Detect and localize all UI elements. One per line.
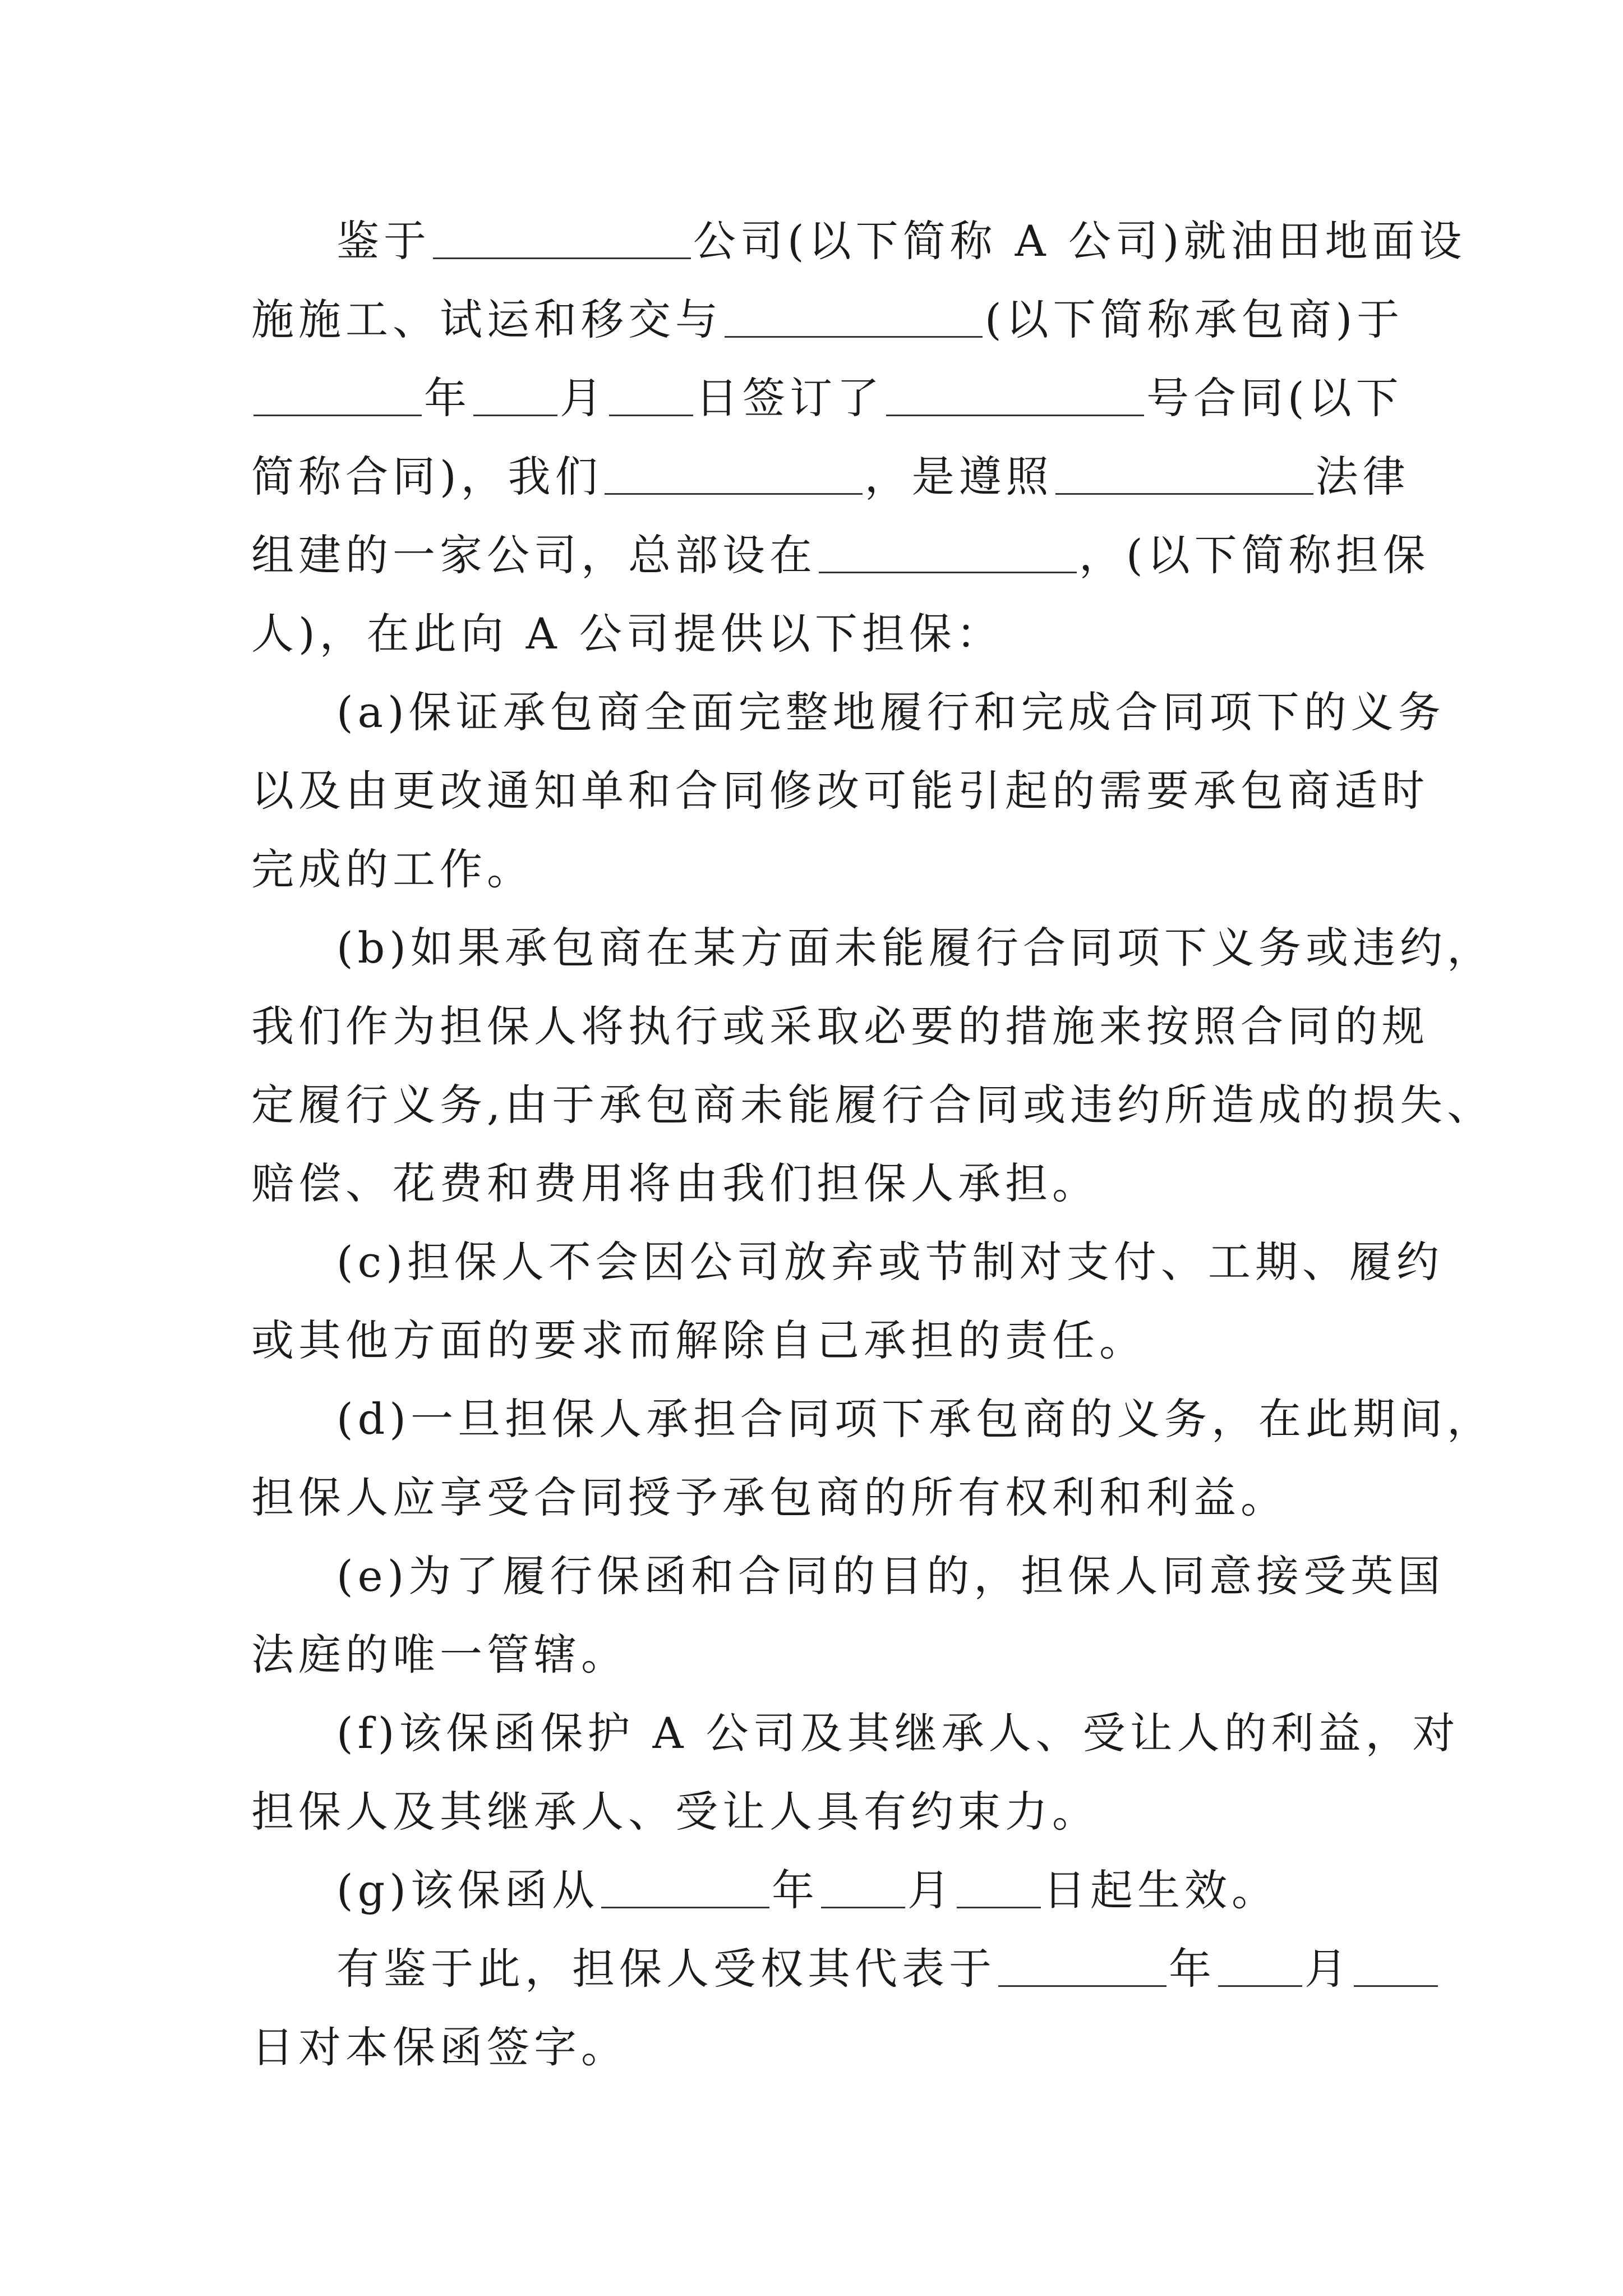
text-segment: 日起生效。 <box>1043 1865 1279 1915</box>
text-segment: 担保人应享受合同授予承包商的所有权利和利益。 <box>251 1473 1288 1522</box>
text-segment: 月 <box>560 373 607 423</box>
clause-c-line-2 <box>251 1301 1378 1380</box>
text-segment: (以下简称承包商)于 <box>985 295 1404 344</box>
text-segment: 年 <box>1169 1944 1216 1994</box>
clause-f-line-1 <box>251 1694 1460 1773</box>
paragraph-intro-line-2 <box>251 280 1404 359</box>
text-segment: 组建的一家公司，总部设在 <box>251 530 817 580</box>
contractor-name-blank[interactable] <box>725 293 983 338</box>
clause-b-line-1 <box>251 909 1494 987</box>
month-blank[interactable] <box>473 372 557 416</box>
text-segment: 公司(以下简称 A 公司)就油田地面设 <box>693 216 1467 266</box>
text-segment: 年 <box>771 1865 819 1915</box>
clause-b-line-4 <box>251 1144 1378 1223</box>
text-segment: 简称合同)，我们 <box>251 452 602 501</box>
text-segment: 完成的工作。 <box>251 844 534 894</box>
clause-a-line-2 <box>251 752 1429 830</box>
year-blank[interactable] <box>253 372 422 416</box>
effective-day-blank[interactable] <box>957 1864 1041 1908</box>
text-segment: (d)一旦担保人承担合同项下承包商的义务，在此期间， <box>336 1394 1494 1444</box>
paragraph-intro-line-1 <box>251 202 1467 280</box>
clause-a-line-3 <box>251 830 1378 909</box>
text-segment: (g)该保函从 <box>336 1865 599 1915</box>
clause-d-line-2 <box>251 1458 1378 1537</box>
effective-year-blank[interactable] <box>601 1864 769 1908</box>
text-segment: 日对本保函签字。 <box>251 2022 628 2072</box>
text-segment: 我们作为担保人将执行或采取必要的措施来按照合同的规 <box>251 1001 1429 1051</box>
text-segment: 或其他方面的要求而解除自己承担的责任。 <box>251 1315 1146 1365</box>
text-segment: 月 <box>907 1865 955 1915</box>
text-segment: 有鉴于此，担保人受权其代表于 <box>336 1944 996 1994</box>
clause-f-line-2 <box>251 1773 1378 1851</box>
closing-line-2 <box>251 2008 1378 2087</box>
contract-number-blank[interactable] <box>886 372 1144 416</box>
text-segment: 以及由更改通知单和合同修改可能引起的需要承包商适时 <box>251 766 1429 816</box>
text-segment: (c)担保人不会因公司放弃或节制对支付、工期、履约 <box>336 1237 1444 1287</box>
day-blank[interactable] <box>609 372 693 416</box>
headquarters-blank[interactable] <box>819 529 1077 573</box>
text-segment: (b)如果承包商在某方面未能履行合同项下义务或违约， <box>336 923 1494 973</box>
text-segment: 法律 <box>1315 452 1410 501</box>
clause-e-line-2 <box>251 1616 1378 1694</box>
paragraph-intro-line-5 <box>251 516 1430 595</box>
guarantor-name-blank[interactable] <box>605 450 863 495</box>
signing-day-blank[interactable] <box>1354 1943 1438 1987</box>
clause-e-line-1 <box>251 1537 1445 1616</box>
effective-month-blank[interactable] <box>821 1864 905 1908</box>
text-segment: 人)，在此向 A 公司提供以下担保： <box>251 609 1003 659</box>
paragraph-intro-line-4 <box>251 438 1410 516</box>
signing-year-blank[interactable] <box>998 1943 1166 1987</box>
clause-a-line-1 <box>251 673 1445 752</box>
clause-b-line-2 <box>251 987 1429 1066</box>
paragraph-intro-line-3 <box>251 359 1403 438</box>
clause-c-line-1 <box>251 1223 1444 1301</box>
text-segment: (f)该保函保护 A 公司及其继承人、受让人的利益，对 <box>336 1708 1460 1758</box>
company-name-blank[interactable] <box>433 215 691 259</box>
guarantee-letter-body <box>251 202 1495 2087</box>
text-segment: 年 <box>424 373 471 423</box>
text-segment: ，(以下简称担保 <box>1079 530 1430 580</box>
text-segment: 法庭的唯一管辖。 <box>251 1630 628 1680</box>
text-segment: 号合同(以下 <box>1146 373 1403 423</box>
text-segment: ，是遵照 <box>864 452 1053 501</box>
clause-g-line-1 <box>251 1851 1378 1930</box>
text-segment: 鉴于 <box>336 216 431 266</box>
text-segment: 赔偿、花费和费用将由我们担保人承担。 <box>251 1158 1099 1208</box>
text-segment: (a)保证承包商全面完整地履行和完成合同项下的义务 <box>336 687 1445 737</box>
text-segment: 日签订了 <box>695 373 884 423</box>
jurisdiction-blank[interactable] <box>1055 450 1313 495</box>
clause-b-line-3 <box>251 1066 1495 1144</box>
text-segment: 月 <box>1304 1944 1352 1994</box>
text-segment: 定履行义务,由于承包商未能履行合同或违约所造成的损失、 <box>251 1080 1495 1130</box>
signing-month-blank[interactable] <box>1218 1943 1302 1987</box>
text-segment: 担保人及其继承人、受让人具有约束力。 <box>251 1787 1099 1837</box>
text-segment: 施施工、试运和移交与 <box>251 295 722 344</box>
closing-line-1 <box>251 1930 1378 2008</box>
text-segment: (e)为了履行保函和合同的目的，担保人同意接受英国 <box>336 1551 1445 1601</box>
paragraph-intro-line-6 <box>251 595 1378 673</box>
clause-d-line-1 <box>251 1380 1494 1458</box>
